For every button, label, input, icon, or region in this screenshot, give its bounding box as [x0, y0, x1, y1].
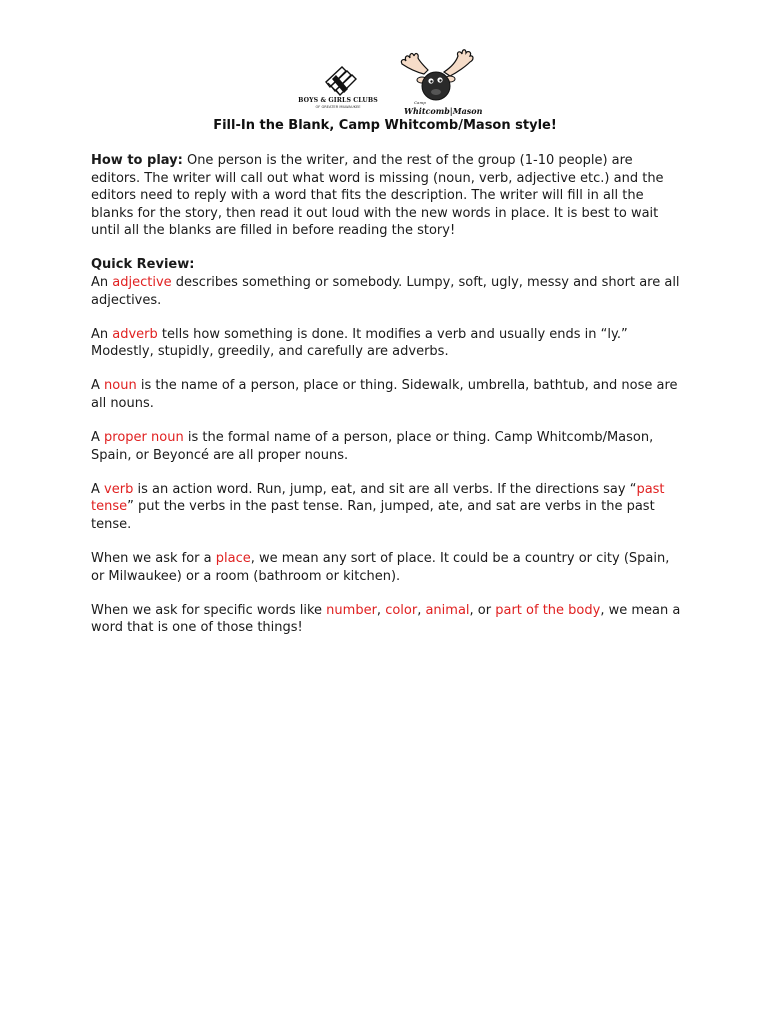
number-term: number: [326, 602, 377, 618]
verb-text: is an action word. Run, jump, eat, and sit are all verbs. If the directions say “: [133, 481, 637, 497]
verb-paragraph: [91, 481, 681, 534]
proper-noun-paragraph: [91, 429, 681, 464]
bgc-logo-subtitle: OF GREATER MILWAUKEE: [315, 105, 361, 109]
adjective-text: describes something or somebody. Lumpy, soft, ugly, messy and short are all adjectives.: [91, 275, 680, 308]
quick-review-heading-line: [91, 256, 681, 274]
camp-logo-tag: Camp: [414, 100, 426, 105]
camp-whitcomb-mason-logo: [394, 44, 483, 118]
handshake-icon: [298, 64, 378, 96]
specific-pre: When we ask for specific words like: [91, 602, 327, 618]
adjective-term: adjective: [112, 275, 172, 291]
specific-sep: ,: [417, 602, 426, 618]
noun-pre: A: [91, 378, 105, 394]
place-paragraph: [91, 550, 681, 585]
verb-pre: A: [91, 481, 105, 497]
part-of-body-term: part of the body: [495, 602, 601, 618]
how-to-play-text: One person is the writer, and the rest of the group (1-10 people) are editors. The writer will call out what word is missing (noun, verb, adjective etc.) and the editors need to reply with a word that fits the description. The writer will fill in all the blanks for the story, then read it out loud with the new words in place. It is best to wait until all the blanks are filled in before reading the story!: [91, 153, 664, 239]
proper-noun-pre: A: [91, 430, 105, 446]
specific-sep: , or: [469, 602, 496, 618]
specific-sep: ,: [376, 602, 386, 618]
past-tense-term: past tense: [91, 481, 665, 515]
adverb-paragraph: [91, 326, 681, 361]
page-title: Fill-In the Blank, Camp Whitcomb/Mason style!: [213, 118, 557, 133]
noun-term: noun: [104, 378, 137, 394]
place-text: , we mean any sort of place. It could be a country or city (Spain, or Milwaukee) or a room (bathroom or kitchen).: [91, 551, 670, 584]
adverb-term: adverb: [112, 326, 158, 342]
adverb-pre: An: [91, 326, 113, 342]
adverb-text: tells how something is done. It modifies a verb and usually ends in “ly.” Modestly, stupidly, greedily, and carefully are adverbs.: [91, 326, 628, 360]
adjective-paragraph: [91, 274, 681, 309]
specific-text: , we mean a word that is one of those things!: [91, 602, 681, 636]
moose-icon: [394, 44, 478, 104]
verb-text-end: ” put the verbs in the past tense. Ran, jumped, ate, and sat are verbs in the past tense.: [91, 499, 655, 532]
bgc-logo-text: BOYS & GIRLS CLUBS: [298, 97, 378, 104]
how-to-play-heading: How to play:: [91, 153, 183, 168]
place-term: place: [215, 551, 251, 567]
adjective-pre: An: [91, 275, 113, 291]
header-logos: [290, 44, 483, 118]
color-term: color: [385, 602, 418, 618]
camp-logo-text: Whitcomb|Mason: [404, 106, 483, 116]
verb-term: verb: [104, 481, 134, 497]
place-pre: When we ask for a: [91, 551, 216, 567]
noun-text: is the name of a person, place or thing. Sidewalk, umbrella, bathtub, and nose are all nouns.: [91, 378, 678, 412]
boys-girls-clubs-logo: [298, 64, 378, 116]
quick-review-heading: Quick Review:: [91, 257, 195, 273]
how-to-play-paragraph: [91, 152, 681, 240]
animal-term: animal: [425, 602, 470, 618]
document-body: [91, 152, 681, 653]
noun-paragraph: [91, 377, 681, 412]
specific-words-paragraph: [91, 602, 681, 637]
proper-noun-term: proper noun: [104, 430, 184, 446]
proper-noun-text: is the formal name of a person, place or thing. Camp Whitcomb/Mason, Spain, or Beyoncé are all proper nouns.: [91, 430, 654, 463]
